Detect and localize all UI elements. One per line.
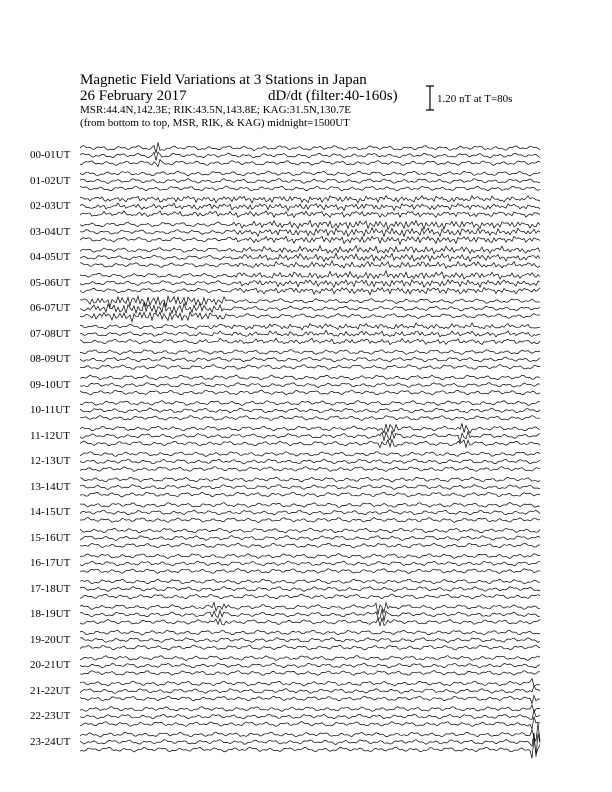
trace-rik xyxy=(80,663,540,668)
trace-rik xyxy=(80,733,540,757)
trace-msr xyxy=(80,211,540,218)
hour-label: 10-11UT xyxy=(30,404,70,416)
hour-label: 18-19UT xyxy=(30,608,71,620)
hour-label: 13-14UT xyxy=(30,480,71,493)
trace-kag xyxy=(80,271,540,279)
hour-label: 03-04UT xyxy=(30,225,71,238)
trace-kag xyxy=(80,679,540,686)
trace-rik xyxy=(80,357,540,362)
hour-label: 07-08UT xyxy=(30,327,71,340)
trace-msr xyxy=(80,440,540,448)
scale-label: 1.20 nT at T=80s xyxy=(437,93,513,105)
trace-rik xyxy=(80,253,540,261)
hour-label: 19-20UT xyxy=(30,633,71,646)
hour-label: 14-15UT xyxy=(30,506,71,518)
trace-kag xyxy=(80,401,540,406)
trace-msr xyxy=(80,390,540,395)
station-order-note: (from bottom to top, MSR, RIK, & KAG) midnight=1500UT xyxy=(80,117,350,129)
trace-msr xyxy=(80,696,540,704)
trace-rik xyxy=(80,330,540,337)
trace-rik xyxy=(80,710,540,719)
hour-label: 01-02UT xyxy=(30,174,71,187)
trace-msr xyxy=(80,594,540,599)
trace-kag xyxy=(80,477,540,482)
trace-kag xyxy=(80,375,540,380)
trace-kag xyxy=(80,171,540,176)
trace-kag xyxy=(80,452,540,457)
trace-rik xyxy=(80,510,540,515)
trace-msr xyxy=(80,186,540,191)
hour-label: 20-21UT xyxy=(30,659,71,671)
trace-msr xyxy=(80,492,540,497)
trace-kag xyxy=(80,196,540,203)
hour-label: 21-22UT xyxy=(30,684,71,697)
trace-kag xyxy=(80,350,540,355)
trace-msr xyxy=(80,467,540,472)
chart-date: 26 February 2017 xyxy=(80,88,187,104)
hour-label: 22-23UT xyxy=(30,710,71,722)
trace-kag xyxy=(80,630,540,635)
trace-msr xyxy=(80,364,540,369)
trace-rik xyxy=(80,536,540,541)
trace-rik xyxy=(80,280,540,288)
hour-label: 04-05UT xyxy=(30,251,71,263)
trace-kag xyxy=(80,220,540,229)
trace-rik xyxy=(80,485,540,490)
trace-kag xyxy=(80,246,540,254)
hour-label: 08-09UT xyxy=(30,353,71,365)
trace-rik xyxy=(80,609,540,621)
hour-label: 02-03UT xyxy=(30,200,71,212)
trace-kag xyxy=(80,602,540,614)
trace-rik xyxy=(80,587,540,592)
trace-msr xyxy=(80,416,540,421)
hour-label: 05-06UT xyxy=(30,276,71,289)
trace-rik xyxy=(80,459,540,464)
trace-kag xyxy=(80,579,540,584)
trace-msr xyxy=(80,518,540,523)
trace-msr xyxy=(80,236,540,244)
trace-rik xyxy=(80,302,540,313)
hour-label: 15-16UT xyxy=(30,531,71,544)
trace-rik xyxy=(80,686,540,693)
trace-rik xyxy=(80,408,540,413)
trace-msr xyxy=(80,543,540,548)
trace-rik xyxy=(80,561,540,566)
chart-title: Magnetic Field Variations at 3 Stations in Japan xyxy=(80,72,367,88)
scale-bar xyxy=(426,86,434,110)
hour-label: 16-17UT xyxy=(30,557,71,569)
trace-msr xyxy=(80,618,540,626)
hour-label: 06-07UT xyxy=(30,302,71,314)
trace-rik xyxy=(80,203,540,211)
trace-kag xyxy=(80,705,540,712)
trace-rik xyxy=(80,638,540,643)
trace-kag xyxy=(80,528,540,533)
trace-msr xyxy=(80,261,540,269)
trace-rik xyxy=(80,179,540,184)
trace-msr xyxy=(80,160,540,167)
chart-mode: dD/dt (filter:40-160s) xyxy=(268,88,398,104)
trace-msr xyxy=(80,645,540,650)
trace-msr xyxy=(80,287,540,294)
trace-rik xyxy=(80,431,540,443)
hour-label: 09-10UT xyxy=(30,378,71,391)
trace-msr xyxy=(80,312,540,322)
trace-msr xyxy=(80,671,540,676)
trace-kag xyxy=(80,424,540,434)
hour-label: 23-24UT xyxy=(30,735,71,748)
trace-msr xyxy=(80,569,540,574)
trace-msr xyxy=(80,338,540,344)
trace-kag xyxy=(80,142,540,153)
trace-rik xyxy=(80,152,540,160)
trace-kag xyxy=(80,323,540,330)
trace-kag xyxy=(80,554,540,559)
hour-label: 17-18UT xyxy=(30,582,71,595)
hour-label: 00-01UT xyxy=(30,149,71,161)
trace-kag xyxy=(80,656,540,661)
trace-msr xyxy=(80,717,540,729)
trace-rik xyxy=(80,383,540,388)
hour-label: 11-12UT xyxy=(30,429,70,442)
station-coordinates: MSR:44.4N,142.3E; RIK:43.5N,143.8E; KAG:31.5N,130.7E xyxy=(80,104,352,116)
trace-kag xyxy=(80,502,540,507)
trace-rik xyxy=(80,228,540,237)
hour-label: 12-13UT xyxy=(30,455,71,467)
